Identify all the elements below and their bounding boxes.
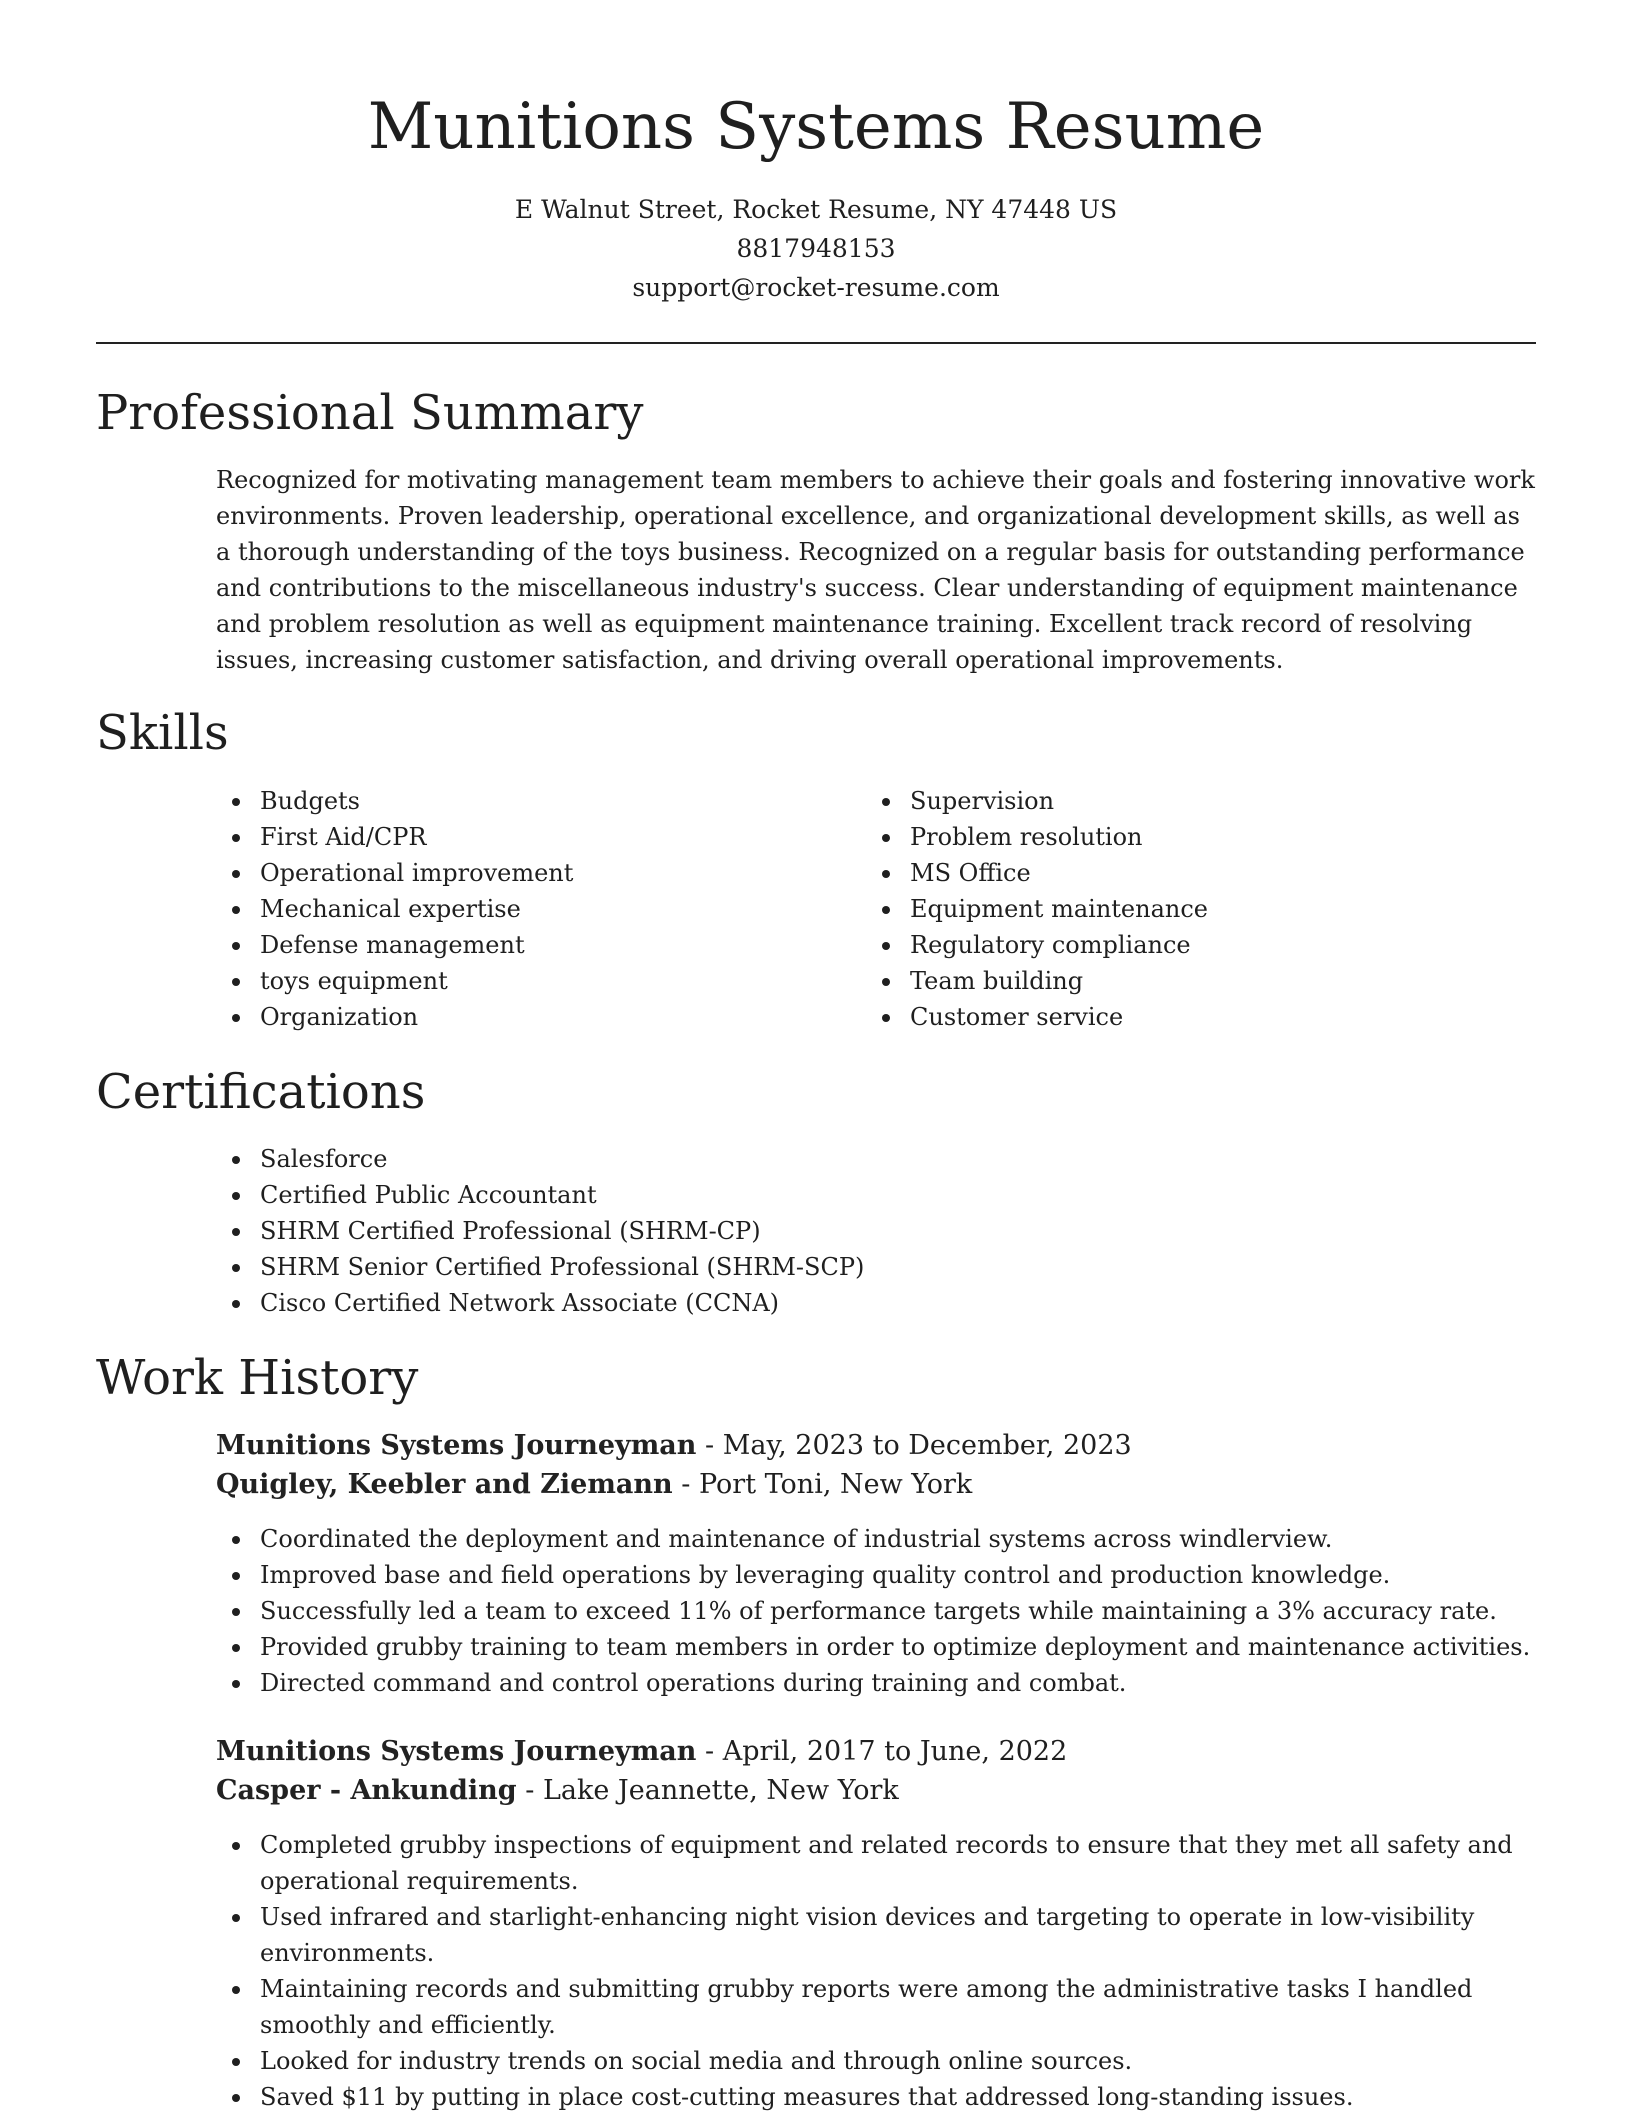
- contact-address: E Walnut Street, Rocket Resume, NY 47448 US: [514, 195, 1118, 224]
- list-item: First Aid/CPR: [216, 819, 836, 855]
- job-bullets: [216, 1521, 1536, 1701]
- list-item: SHRM Senior Certified Professional (SHRM-SCP): [216, 1249, 1536, 1285]
- list-item: Mechanical expertise: [216, 891, 836, 927]
- job-location: Port Toni, New York: [698, 1469, 973, 1500]
- list-item: Coordinated the deployment and maintenance of industrial systems across windlerview.: [216, 1521, 1536, 1557]
- skills-list-right: [866, 783, 1486, 1035]
- job-title-line: Munitions Systems Journeyman - May, 2023 to December, 2023: [216, 1430, 1132, 1461]
- list-item: SHRM Certified Professional (SHRM-CP): [216, 1213, 1536, 1249]
- list-item: Improved base and field operations by leveraging quality control and production knowledge.: [216, 1557, 1536, 1593]
- list-item: Customer service: [866, 999, 1486, 1035]
- section-heading-work-history: Work History: [96, 1350, 419, 1406]
- list-item: Saved $11 by putting in place cost-cutting measures that addressed long-standing issues.: [216, 2079, 1536, 2115]
- list-item: Provided grubby training to team members in order to optimize deployment and maintenance activities.: [216, 1629, 1536, 1665]
- job-dates: May, 2023 to December, 2023: [722, 1430, 1132, 1461]
- list-item: Defense management: [216, 927, 836, 963]
- list-item: toys equipment: [216, 963, 836, 999]
- list-item: Organization: [216, 999, 836, 1035]
- list-item: Maintaining records and submitting grubby reports were among the administrative tasks I handled smoothly and efficiently.: [216, 1971, 1536, 2043]
- list-item: Completed grubby inspections of equipment and related records to ensure that they met all safety and operational requirements.: [216, 1827, 1536, 1899]
- job-title-line: Munitions Systems Journeyman - April, 2017 to June, 2022: [216, 1736, 1068, 1767]
- list-item: Salesforce: [216, 1141, 1536, 1177]
- list-item: Regulatory compliance: [866, 927, 1486, 963]
- contact-phone: 8817948153: [736, 234, 896, 263]
- job-company-line: Casper - Ankunding - Lake Jeannette, New York: [216, 1775, 899, 1806]
- list-item: Directed command and control operations during training and combat.: [216, 1665, 1536, 1701]
- summary-text: Recognized for motivating management team members to achieve their goals and fostering innovative work environments. Proven leadership, operational excellence, and organizational development skills, as well as a thorough understanding of the toys business. Recognized on a regular basis for outstanding performance and contributions to the miscellaneous industry's success. Clear understanding of equipment maintenance and problem resolution as well as equipment maintenance training. Excellent track record of resolving issues, increasing customer satisfaction, and driving overall operational improvements.: [216, 466, 1535, 674]
- job-title: Munitions Systems Journeyman: [216, 1430, 697, 1461]
- section-heading-certifications: Certifications: [96, 1064, 426, 1120]
- list-item: Used infrared and starlight-enhancing night vision devices and targeting to operate in low-visibility environments.: [216, 1899, 1536, 1971]
- resume-header: [0, 82, 1632, 307]
- section-heading-summary: Professional Summary: [96, 385, 644, 441]
- contact-info: [0, 190, 1632, 307]
- list-item: Operational improvement: [216, 855, 836, 891]
- job-company: Casper - Ankunding: [216, 1775, 517, 1806]
- list-item: Supervision: [866, 783, 1486, 819]
- list-item: Team building: [866, 963, 1486, 999]
- list-item: Cisco Certified Network Associate (CCNA): [216, 1285, 1536, 1321]
- list-item: Budgets: [216, 783, 836, 819]
- list-item: Problem resolution: [866, 819, 1486, 855]
- list-item: MS Office: [866, 855, 1486, 891]
- list-item: Equipment maintenance: [866, 891, 1486, 927]
- section-heading-skills: Skills: [96, 705, 229, 761]
- job-dates: April, 2017 to June, 2022: [722, 1736, 1068, 1767]
- header-divider: [96, 342, 1536, 344]
- job-company-line: Quigley, Keebler and Ziemann - Port Toni, New York: [216, 1469, 973, 1500]
- job-location: Lake Jeannette, New York: [542, 1775, 899, 1806]
- job-title: Munitions Systems Journeyman: [216, 1736, 697, 1767]
- list-item: Successfully led a team to exceed 11% of performance targets while maintaining a 3% accuracy rate.: [216, 1593, 1536, 1629]
- job-bullets: [216, 1827, 1536, 2115]
- job-company: Quigley, Keebler and Ziemann: [216, 1469, 673, 1500]
- page-title: Munitions Systems Resume: [367, 90, 1265, 164]
- certifications-list: [216, 1141, 1536, 1321]
- contact-email: support@rocket-resume.com: [632, 273, 1000, 302]
- list-item: Looked for industry trends on social media and through online sources.: [216, 2043, 1536, 2079]
- skills-list-left: [216, 783, 836, 1035]
- list-item: Certified Public Accountant: [216, 1177, 1536, 1213]
